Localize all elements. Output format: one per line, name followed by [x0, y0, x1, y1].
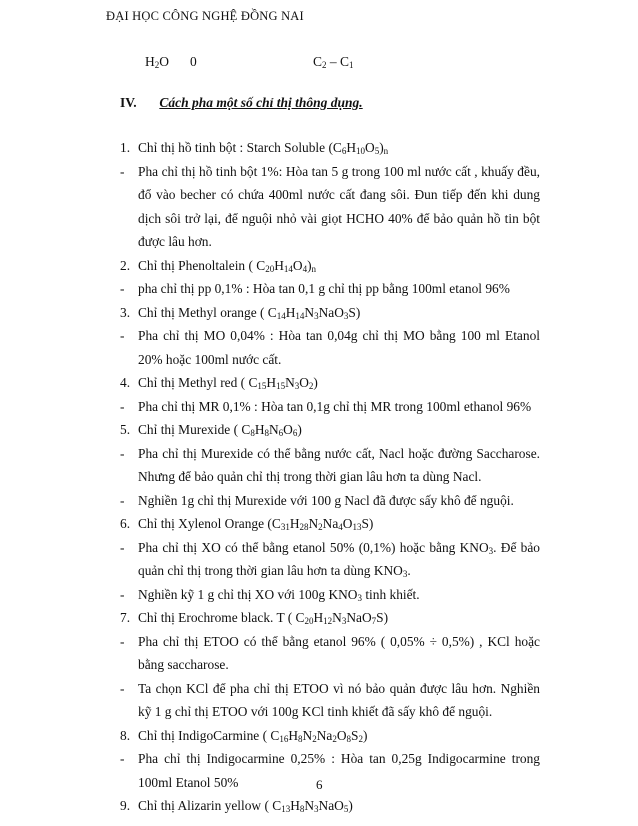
list-marker: 5.: [120, 422, 131, 437]
page-number: 6: [316, 777, 323, 792]
list-item-text: Ta chọn KCl để pha chỉ thị ETOO vì nó bảo quản được lâu hơn. Nghiền kỹ 1 g chỉ thị ETOO với 100g KCl tinh khiết đã sấy khô để nguội.: [138, 680, 540, 719]
list-item-bullet: [120, 277, 540, 301]
list-item-bullet: [120, 747, 540, 794]
list-item-text: pha chỉ thị pp 0,1% : Hòa tan 0,1 g chỉ thị pp bằng 100ml etanol 96%: [138, 281, 510, 296]
list-item-numbered: [120, 371, 540, 395]
list-item-text: Chỉ thị Phenoltalein ( $C_{20}H_{14}O_4)_n$: [138, 257, 317, 274]
list-item-bullet: [120, 583, 540, 607]
list-item-text: Nghiền 1g chỉ thị Murexide với 100 g Nacl đã được sấy khô để nguội.: [138, 492, 514, 508]
list-item-bullet: [120, 442, 540, 489]
list-item-bullet: [120, 489, 540, 513]
list-marker: 4.: [120, 375, 131, 390]
list-item-numbered: [120, 724, 540, 748]
list-item-text: Chỉ thị Methyl red ( $C_{15}H_{15}N_3O_2$): [138, 375, 318, 391]
list-marker: -: [120, 586, 125, 602]
list-item-numbered: [120, 606, 540, 630]
list-item-text: Pha chỉ thị MR 0,1% : Hòa tan 0,1g chỉ thị MR trong 100ml ethanol 96%: [138, 398, 532, 414]
list-item-text: Chỉ thị hồ tinh bột : Starch Soluble $(C_6H_{10}O_5)_n$: [138, 140, 389, 156]
list-item-bullet: [120, 677, 540, 724]
list-item-text: Chỉ thị Murexide ( $C_8H_8N_6O_6$): [138, 422, 302, 438]
list-marker: -: [120, 398, 125, 414]
list-marker: -: [120, 633, 125, 649]
list-item-numbered: [120, 512, 540, 536]
list-marker: 6.: [120, 516, 131, 531]
list-item-bullet: [120, 630, 540, 677]
list-item-text: Chỉ thị Alizarin yellow ( $C_{13}H_8N_3NaO_5$): [138, 798, 353, 814]
list-item-text: Nghiền kỹ 1 g chỉ thị XO với 100g $KNO_3$ tinh khiết.: [138, 586, 420, 603]
list-item-text: Pha chỉ thị Indigocarmine 0,25% : Hòa tan 0,25g Indigocarmine trong 100ml Etanol 50%: [138, 751, 540, 790]
list-item-numbered: [120, 794, 540, 818]
list-item-text: Chỉ thị IndigoCarmine ( $C_{16}H_8N_2Na_2O_8S_2$): [138, 727, 368, 744]
list-marker: 2.: [120, 257, 131, 273]
list-marker: -: [120, 492, 125, 508]
list-item-numbered: [120, 136, 540, 160]
list-marker: 3.: [120, 304, 131, 320]
list-item-bullet: [120, 395, 540, 419]
list-marker: 9.: [120, 798, 131, 813]
list-marker: -: [120, 751, 125, 766]
list-marker: 1.: [120, 140, 131, 155]
table-cell-range: $C_2 - C_1$: [313, 54, 354, 70]
list-marker: 8.: [120, 727, 131, 743]
list-item-numbered: [120, 301, 540, 325]
list-item-bullet: [120, 324, 540, 371]
list-marker: -: [120, 445, 125, 461]
list-item-numbered: [120, 418, 540, 442]
section-title: Cách pha một số chỉ thị thông dụng.: [159, 95, 363, 110]
list-item-text: Chỉ thị Methyl orange ( $C_{14}H_{14}N_3NaO_3S$): [138, 304, 361, 321]
list-item-text: Chỉ thị Erochrome black. T ( $C_{20}H_{12}N_3NaO_7S$): [138, 610, 389, 626]
table-cell-value: 0: [190, 54, 197, 69]
running-header: ĐẠI HỌC CÔNG NGHỆ ĐỒNG NAI: [106, 9, 304, 23]
list-item-text: Pha chỉ thị hồ tinh bột 1%: Hòa tan 5 g trong 100 ml nước cất , khuấy đều, đổ vào becher có chứa 400ml nước cất đang sôi. Đun tiếp đến khi dung dịch sôi trở lại, để nguội nhỏ vài giọt HCHO 40% để bảo quản hồ tin bột được lâu hơn.: [138, 163, 540, 249]
list-marker: -: [120, 680, 125, 696]
document-body: [120, 136, 540, 818]
section-heading: [120, 95, 363, 111]
list-marker: -: [120, 163, 125, 179]
list-marker: 7.: [120, 610, 131, 625]
list-item-text: Pha chỉ thị MO 0,04% : Hòa tan 0,04g chỉ thị MO bằng 100 ml Etanol 20% hoặc 100ml nước cất.: [138, 328, 540, 367]
table-cell-formula: $H_2O$: [145, 54, 169, 70]
list-item-numbered: [120, 254, 540, 278]
list-marker: -: [120, 539, 125, 555]
list-marker: -: [120, 328, 125, 343]
list-item-bullet: [120, 160, 540, 254]
list-item-text: Pha chỉ thị ETOO có thể bằng etanol 96% ( 0,05% ÷ 0,5%) , KCl hoặc bằng saccharose.: [138, 633, 540, 672]
list-marker: -: [120, 281, 125, 296]
list-item-text: Pha chỉ thị Murexide có thể bằng nước cất, Nacl hoặc đường Saccharose. Nhưng để bảo quản chỉ thị trong thời gian lâu hơn ta dùng Nacl.: [138, 445, 540, 484]
list-item-text: Pha chỉ thị XO có thể bằng etanol 50% (0,1%) hoặc bằng $KNO_3$. Để bảo quản chỉ thị trong thời gian lâu hơn ta dùng $KNO_3$.: [138, 539, 541, 579]
section-number: IV.: [120, 95, 137, 110]
list-item-bullet: [120, 536, 540, 583]
list-item-text: Chỉ thị Xylenol Orange $(C_{31}H_{28}N_2Na_4O_{13}S)$: [138, 516, 374, 532]
